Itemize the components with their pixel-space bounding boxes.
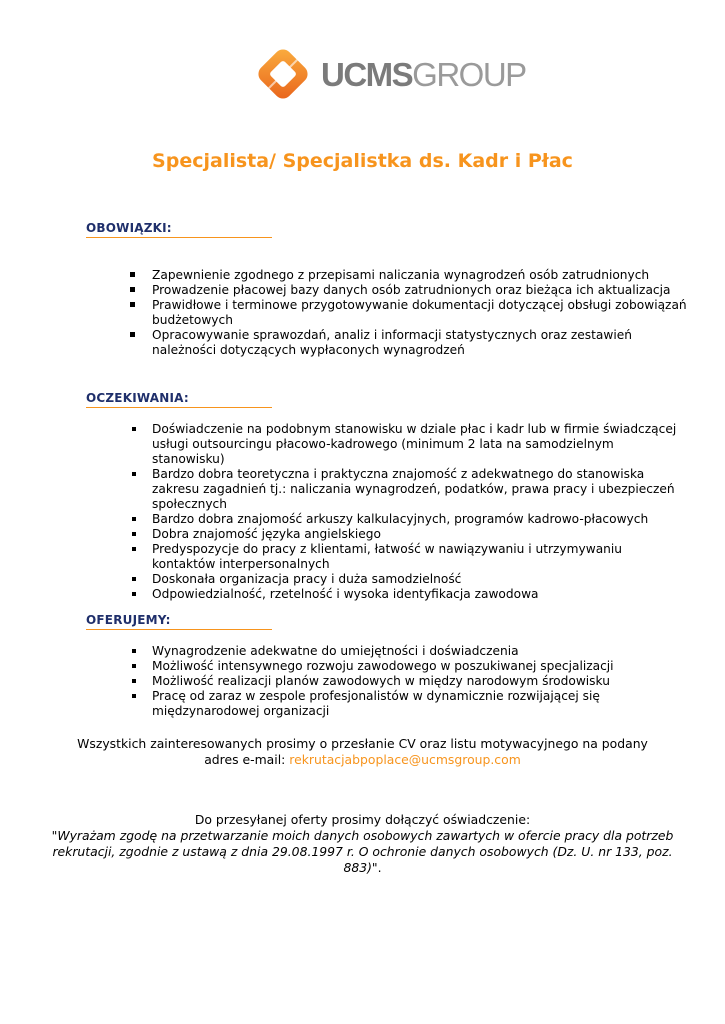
- list-item: Wynagrodzenie adekwatne do umiejętności i doświadczenia: [128, 644, 668, 659]
- logo-text-ucms: UCMS: [321, 55, 413, 93]
- company-logo: [255, 46, 526, 102]
- list-item: Odpowiedzialność, rzetelność i wysoka identyfikacja zawodowa: [128, 587, 688, 602]
- apply-email-link[interactable]: rekrutacjabpoplace@ucmsgroup.com: [289, 752, 521, 767]
- consent-intro: Do przesyłanej oferty prosimy dołączyć oświadczenie:: [194, 812, 531, 827]
- list-item: Predyspozycje do pracy z klientami, łatwość w nawiązywaniu i utrzymywaniu kontaktów interpersonalnych: [128, 542, 688, 572]
- list-item: Doskonała organizacja pracy i duża samodzielność: [128, 572, 688, 587]
- apply-paragraph: [60, 736, 665, 768]
- list-item: Bardzo dobra teoretyczna i praktyczna znajomość z adekwatnego do stanowiska zakresu zagadnień tj.: naliczania wynagrodzeń, podatków, prawa pracy i ubezpieczeń społecznych: [128, 467, 688, 512]
- list-item: Zapewnienie zgodnego z przepisami naliczania wynagrodzeń osób zatrudnionych: [128, 268, 688, 283]
- list-item: Bardzo dobra znajomość arkuszy kalkulacyjnych, programów kadrowo-płacowych: [128, 512, 688, 527]
- duties-list: [128, 268, 688, 358]
- list-item: Prowadzenie płacowej bazy danych osób zatrudnionych oraz bieżąca ich aktualizacja: [128, 283, 688, 298]
- list-item: Możliwość realizacji planów zawodowych w między narodowym środowisku: [128, 674, 668, 689]
- list-item: Prawidłowe i terminowe przygotowywanie dokumentacji dotyczącej obsługi zobowiązań budżetowych: [128, 298, 688, 328]
- consent-statement: [40, 828, 685, 876]
- list-item: Opracowywanie sprawozdań, analiz i informacji statystycznych oraz zestawień należności dotyczących wypłaconych wynagrodzeń: [128, 328, 688, 358]
- consent-close-quote: ".: [371, 860, 382, 875]
- offer-list: [128, 644, 668, 719]
- consent-open-quote: ": [51, 828, 58, 843]
- page-title: Specjalista/ Specjalistka ds. Kadr i Płac: [152, 150, 573, 172]
- consent-quote: Wyrażam zgodę na przetwarzanie moich danych osobowych zawartych w ofercie pracy dla potrzeb rekrutacji, zgodnie z ustawą z dnia 29.08.1997 r. O ochronie danych osobowych (Dz. U. nr 133, poz. 883): [52, 828, 674, 875]
- consent-paragraph: [40, 812, 685, 876]
- list-item: Pracę od zaraz w zespole profesjonalistów w dynamicznie rozwijającej się międzynarodowej organizacji: [128, 689, 668, 719]
- expectations-heading: OCZEKIWANIA:: [86, 391, 272, 408]
- list-item: Dobra znajomość języka angielskiego: [128, 527, 688, 542]
- offer-heading: OFERUJEMY:: [86, 613, 272, 630]
- logo-wordmark: [321, 55, 526, 93]
- duties-heading: OBOWIĄZKI:: [86, 221, 272, 238]
- list-item: Możliwość intensywnego rozwoju zawodowego w poszukiwanej specjalizacji: [128, 659, 668, 674]
- ucms-logo-icon: [255, 46, 311, 102]
- apply-text: Wszystkich zainteresowanych prosimy o przesłanie CV oraz listu motywacyjnego na podany adres e-mail:: [77, 736, 648, 767]
- list-item: Doświadczenie na podobnym stanowisku w dziale płac i kadr lub w firmie świadczącej usługi outsourcingu płacowo-kadrowego (minimum 2 lata na samodzielnym stanowisku): [128, 422, 688, 467]
- expectations-list: [128, 422, 688, 602]
- logo-text-group: GROUP: [412, 55, 526, 93]
